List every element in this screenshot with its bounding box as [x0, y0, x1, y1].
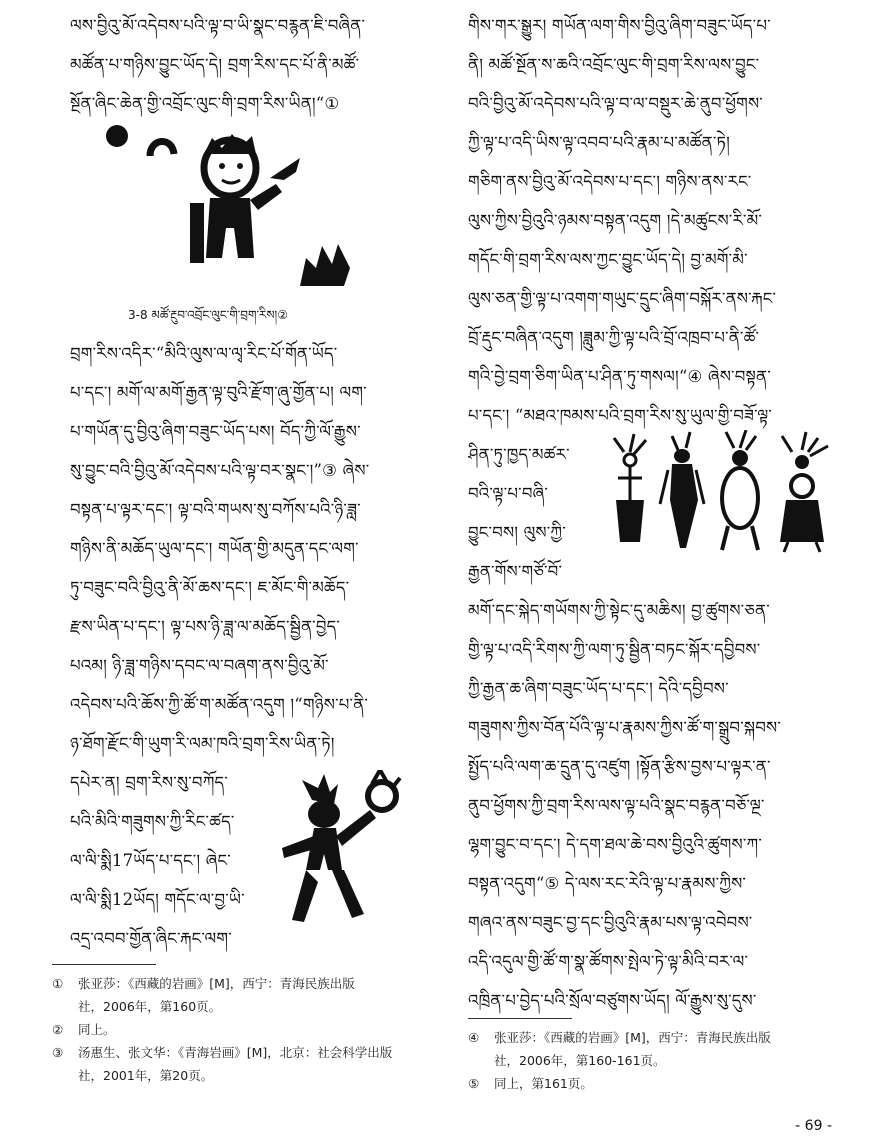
- text-line: པའམ། ཉི་ཟླ་གཉིས་དབང་ལ་བཞག་ནས་བྱིའུ་མོ་: [70, 656, 329, 675]
- footnote: [52, 1041, 432, 1064]
- text-line: ལས་བྱིའུ་མོ་འདེབས་པའི་ལྟ་བ་ཡི་སྣང་བརྙན་ཇི་བཞིན་: [70, 16, 366, 35]
- text-line: ཏུ་བཟུང་བའི་བྱིའུ་ནི་མོ་ཆས་དང་། ཇ་མོང་གི་མཆོད་: [70, 578, 350, 597]
- footnote: [52, 972, 432, 995]
- text-line: མཚོན་པ་གཉིས་བྱུང་ཡོད་དེ། བྲག་རིས་དང་པོ་ནི་མཚོ་: [70, 55, 360, 74]
- text-line: རྒྱན་གོས་གཙོ་བོ་: [468, 562, 563, 581]
- left-column: [70, 6, 432, 123]
- text-line: བའི་བྱིའུ་མོ་འདེབས་པའི་ལྟ་བ་ལ་བསྡུར་ཆེ་ནུབ་ཕྱོགས་: [468, 94, 763, 113]
- footnote-number: ③: [52, 1045, 64, 1060]
- text-line: ཀྱི་ལྟ་པ་འདི་ཡིས་ལྟ་འབབ་པའི་རྣམ་པ་མཚོན་ཏེ།: [468, 133, 730, 152]
- footnote-number: ②: [52, 1022, 64, 1037]
- text-line: འདྲ་འབབ་གྱོན་ཞིང་རྐང་ལག་: [70, 929, 232, 948]
- text-line: གཉིས་ནི་མཆོད་ཡུལ་དང་། གཡོན་གྱི་མདུན་དང་ལག་: [70, 539, 359, 558]
- text-line: གཟུགས་ཀྱིས་བོན་པོའི་ལྟ་པ་རྣམས་ཀྱིས་ཚོ་ག་སྒྲུབ་སྐབས་: [468, 718, 781, 737]
- footnote-continuation: 社，2001年，第20页。: [78, 1068, 214, 1083]
- text-line: བའི་ལྟ་པ་བཞི་: [468, 484, 549, 503]
- text-line: གྱི་ལྟ་པ་འདི་རིགས་ཀྱི་ལག་ཏུ་སྦྱིན་བཏང་སྐོར་དབྱིབས་: [468, 640, 761, 659]
- text-line: འདེབས་པའི་ཆོས་ཀྱི་ཚོ་ག་མཚོན་འདུག །“གཉིས་པ་ནི་: [70, 695, 369, 714]
- text-line: ལ་ལི་སྨི17ཡོད་པ་དང་། ཞེང་: [70, 851, 231, 870]
- text-line: བསྟན་འདུག“⑤ དེ་ལས་རང་རེའི་ལྟ་པ་རྣམས་ཀྱིས་: [468, 874, 747, 893]
- footnote-number: ⑤: [468, 1076, 480, 1091]
- text-line: གཞའ་ནས་བཟུང་བྱ་དང་བྱིའུའི་རྣམ་པས་ལྟ་འབེབས་: [468, 913, 753, 932]
- text-line: སྔོན་ཞིང་ཆེན་གྱི་འབྲོང་ལུང་གི་བྲག་རིས་ཡིན།“①: [70, 94, 340, 113]
- footnote-text: 同上。: [78, 1022, 116, 1037]
- footnote-continuation: 社，2006年，第160页。: [78, 999, 222, 1014]
- text-line: ནུབ་ཕྱོགས་ཀྱི་བྲག་རིས་ལས་ལྟ་པའི་སྣང་བརྙན་བཅོ་ལྔ་: [468, 796, 765, 815]
- text-line: རྫས་ཡིན་པ་དང་། ལྟ་པས་ཉི་ཟླ་ལ་མཆོད་སྦྱིན་བྱེད་: [70, 617, 341, 636]
- rock-art-figure-shaman-bird: [100, 118, 360, 293]
- text-line: ལྷག་བྱུང་བ་དང་། དེ་དག་ཐལ་ཆེ་བས་བྱིའུའི་ཚུགས་ཀ་: [468, 835, 762, 854]
- footnote-number: ④: [468, 1030, 480, 1045]
- text-line: པ་དང་། མགོ་ལ་མགོ་རྒྱན་ལྟ་བུའི་རྫོག་ཞུ་གྱོན་པ། ལག་: [70, 383, 367, 402]
- text-line: གདོང་གི་བྲག་རིས་ལས་ཀྱང་བྱུང་ཡོད་དེ། བྱ་མགོ་མི་: [468, 250, 748, 269]
- text-line: ལ་ལི་སྨི12ཡོད། གདོང་ལ་བྱ་ཡི་: [70, 890, 245, 909]
- footnote: [468, 1026, 848, 1049]
- text-line: ལུས་ཅན་གྱི་ལྟ་པ་འགག་གཡུང་དྲུང་ཞིག་བསྐོར་ནས་རྐང་: [468, 289, 777, 308]
- text-line: པ་གཡོན་དུ་བྱིའུ་ཞིག་བཟུང་ཡོད་པས། བོད་ཀྱི་ལོ་རྒྱུས་: [70, 422, 361, 441]
- text-line: བྲག་རིས་འདིར་“མིའི་ལུས་ལ་ལྭ་རིང་པོ་གོན་ཡོད་: [70, 344, 338, 363]
- text-line: གའི་བྱེ་བྲག་ཅིག་ཡིན་པ་ཤིན་ཏུ་གསལ།“④ ཞེས་བསྟན་: [468, 367, 771, 386]
- text-line: ལུས་ཀྱིས་བྱིའུའི་ཉམས་བསྟན་འདུག །དེ་མཚུངས་རི་མོ་: [468, 211, 763, 230]
- text-line: སུ་བྱུང་བའི་བྱིའུ་མོ་འདེབས་པའི་ལྟ་བར་སྣང་།”③ ཞེས་: [70, 461, 370, 480]
- footnote: [468, 1072, 848, 1095]
- footnote-text: 张亚莎：《西藏的岩画》[M]，西宁：青海民族出版: [78, 976, 355, 991]
- text-line: བྱུང་བས། ལུས་ཀྱི་: [468, 523, 566, 542]
- rock-art-figure-bird-masked-dancer: [272, 770, 402, 930]
- text-line: གིས་གར་སྒྱུར། གཡོན་ལག་གིས་བྱིའུ་ཞིག་བཟུང་ཡོད་པ་: [468, 16, 771, 35]
- figure-caption: 3-8 མཚོ་རྔུབ་འབྲོང་ལུང་གི་བྲག་རིས།②: [128, 308, 288, 322]
- text-line: གཅིག་ནས་བྱིའུ་མོ་འདེབས་པ་དང་། གཉིས་ནས་རང་: [468, 172, 752, 191]
- footnote-text: 汤惠生、张文华：《青海岩画》[M]，北京：社会科学出版: [78, 1045, 393, 1060]
- text-line: དཔེར་ན། བྲག་རིས་སུ་བཀོད་: [70, 773, 228, 792]
- text-line: ཤིན་ཏུ་ཁྱད་མཚར་: [468, 445, 570, 464]
- footnote-continuation: 社，2006年，第160-161页。: [494, 1053, 666, 1068]
- footnotes-left: [52, 972, 432, 1087]
- text-line: པ་དང་། “མཐའ་ཁམས་པའི་བྲག་རིས་སུ་ཡུལ་གྱི་བཟོ་ལྟ་: [468, 406, 773, 425]
- text-line: བསྟན་པ་ལྟར་དང་། ལྟ་བའི་གཡས་སུ་བཀོས་པའི་ཉི་ཟླ་: [70, 500, 361, 519]
- text-line: འཁྲིན་པ་བྱེད་པའི་སྲོལ་བཙུགས་ཡོད། ལོ་རྒྱུས་སུ་དུས་: [468, 991, 757, 1010]
- text-line: མགོ་དང་སྐེད་གཡོགས་ཀྱི་སྟེང་དུ་མཆིས། བྱ་ཚུགས་ཅན་: [468, 601, 770, 620]
- text-line: ཉ་ཐོག་རྫོང་གི་ཡུག་རི་ལམ་ཁའི་བྲག་རིས་ཡིན་ཏེ།: [70, 734, 335, 753]
- text-line: ནི། མཚོ་སྔོན་ས་ཆའི་འབྲོང་ལུང་གི་བྲག་རིས་ལས་བྱུང་: [468, 55, 760, 74]
- page-number: - 69 -: [795, 1118, 832, 1134]
- text-line: སྤྱོད་པའི་ལག་ཆ་དྲུན་དུ་འཛུག །སྟོན་རྩིས་བྱས་པ་ལྟར་ན་: [468, 757, 771, 776]
- footnotes-right: [468, 1026, 848, 1095]
- footnote: [52, 1018, 432, 1041]
- footnote-text: 张亚莎：《西藏的岩画》[M]，西宁：青海民族出版: [494, 1030, 771, 1045]
- footnote-rule-right: [468, 1018, 572, 1019]
- text-line: འདི་འདུལ་གྱི་ཚོ་ག་སྣ་ཚོགས་སྤེལ་ཏེ་ལྟ་མིའི་བར་ལ་: [468, 952, 749, 971]
- footnote-text: 同上，第161页。: [494, 1076, 593, 1091]
- footnote-rule-left: [52, 964, 156, 965]
- text-line: བྲོ་རྡུང་བཞིན་འདུག །ཟླུམ་ཀྱི་ལྟ་པའི་བྲོ་འཁྲབ་པ་ནི་ཚོ་: [468, 328, 760, 347]
- text-line: ཀྱི་རྒྱན་ཆ་ཞིག་བཟུང་ཡོད་པ་དང་། དེའི་དབྱིབས་: [468, 679, 729, 698]
- text-line: པའི་མིའི་གཟུགས་ཀྱི་རིང་ཚད་: [70, 812, 235, 831]
- footnote-number: ①: [52, 976, 64, 991]
- rock-art-figure-four-shamans: [606, 430, 832, 554]
